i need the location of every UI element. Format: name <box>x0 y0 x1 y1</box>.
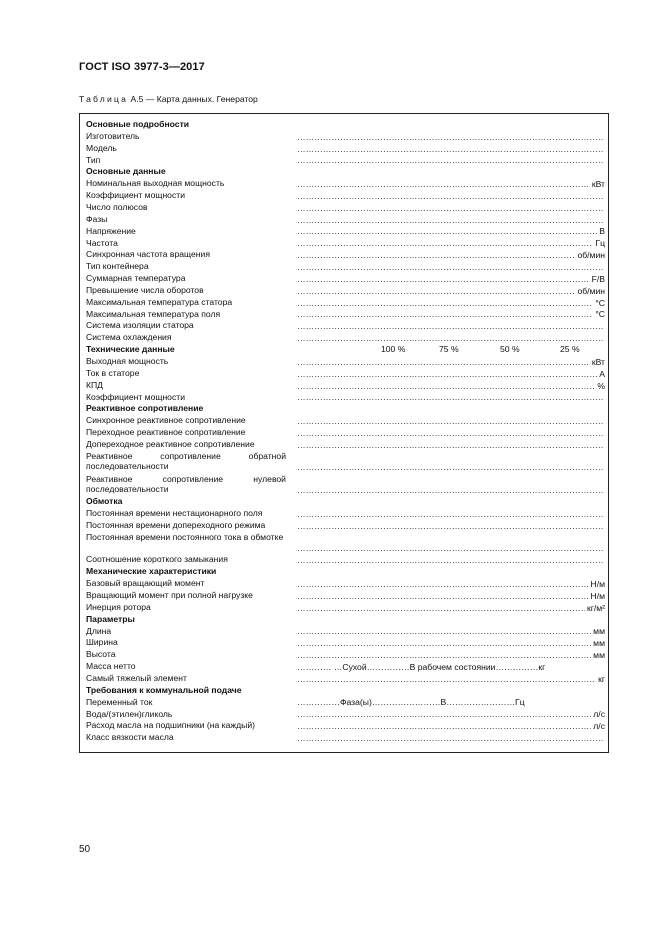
table-caption <box>79 94 258 104</box>
table-row <box>86 261 605 272</box>
unit-label: кг/м² <box>586 602 605 613</box>
table-row <box>86 439 605 450</box>
value-fill-line[interactable] <box>297 333 605 343</box>
value-fill-line[interactable] <box>297 132 605 142</box>
row-label: Номинальная выходная мощность <box>86 178 225 189</box>
table-row <box>86 427 605 438</box>
row-label: Ширина <box>86 637 118 648</box>
section-heading: Параметры <box>86 613 135 624</box>
unit-label: % <box>597 380 605 391</box>
section-heading-row <box>86 566 605 577</box>
unit-label: Гц <box>595 238 605 249</box>
row-label: Частота <box>86 237 118 248</box>
unit-label <box>604 262 605 272</box>
section-heading: Требования к коммунальной подаче <box>86 684 242 695</box>
value-fill-line[interactable] <box>297 274 605 284</box>
section-heading-row <box>86 496 605 507</box>
row-label: Реактивное сопротивление обратной последовательности <box>86 450 286 471</box>
unit-label <box>604 215 605 225</box>
unit-label: об/мин <box>577 250 605 261</box>
table-row <box>86 214 605 225</box>
table-row <box>86 249 605 260</box>
row-label: Инерция ротора <box>86 601 151 612</box>
unit-label: Н/м <box>590 590 605 601</box>
unit-label <box>604 416 605 426</box>
unit-label: мм <box>593 638 605 649</box>
row-label: Переменный ток <box>86 696 153 707</box>
unit-label: мм <box>593 650 605 661</box>
table-row <box>86 202 605 213</box>
row-label: Тип контейнера <box>86 261 149 272</box>
row-label: Расход масла на подшипники (на каждый) <box>86 720 256 731</box>
value-fill-line[interactable] <box>297 428 605 438</box>
row-label: Напряжение <box>86 225 136 236</box>
row-label: Модель <box>86 142 117 153</box>
value-fill-line[interactable] <box>297 286 605 296</box>
unit-label: В <box>599 226 605 237</box>
table-row <box>86 285 605 296</box>
section-heading: Обмотка <box>86 496 123 507</box>
unit-label <box>604 521 605 531</box>
value-fill-line[interactable] <box>297 721 605 731</box>
unit-label: F/B <box>591 273 605 284</box>
unit-label: Н/м <box>590 578 605 589</box>
unit-label <box>604 392 605 402</box>
table-row <box>86 320 605 331</box>
value-fill-line[interactable] <box>297 155 605 165</box>
table-row <box>86 673 605 684</box>
table-row <box>86 508 605 519</box>
row-label: Изготовитель <box>86 130 140 141</box>
table-row <box>86 554 605 565</box>
table-row <box>86 143 605 154</box>
unit-label <box>604 333 605 343</box>
row-label: Постоянная времени допереходного режима <box>86 519 266 530</box>
value-fill-line[interactable]: ………… …Сухой……………В рабочем состоянии……………кг <box>297 661 546 672</box>
value-fill-line[interactable] <box>297 262 605 272</box>
value-fill-line[interactable] <box>297 250 605 260</box>
table-row <box>86 578 605 589</box>
percent-load-header: 25 % <box>560 344 580 355</box>
table-row <box>86 178 605 189</box>
value-fill-line[interactable] <box>297 357 605 367</box>
unit-label: л/с <box>593 709 605 720</box>
row-label: Вращающий момент при полной нагрузке <box>86 590 253 600</box>
row-label: Синхронное реактивное сопротивление <box>86 415 246 426</box>
row-label: Максимальная температура поля <box>86 308 221 319</box>
value-fill-line[interactable] <box>297 733 605 743</box>
unit-label: мм <box>593 626 605 637</box>
row-label: Высота <box>86 649 116 660</box>
table-row <box>86 520 605 531</box>
row-label: Фазы <box>86 213 108 224</box>
table-row <box>86 297 605 308</box>
row-label: Превышение числа оборотов <box>86 284 204 295</box>
table-row <box>86 131 605 142</box>
row-label: КПД <box>86 379 104 390</box>
section-heading: Основные данные <box>86 166 166 177</box>
table-row <box>86 602 605 613</box>
unit-label <box>604 543 605 553</box>
value-fill-line[interactable] <box>297 603 605 613</box>
section-heading: Основные подробности <box>86 119 190 129</box>
table-row <box>86 720 605 731</box>
value-fill-line[interactable] <box>297 203 605 213</box>
percent-load-header: 50 % <box>500 344 520 355</box>
row-label: Суммарная температура <box>86 273 186 284</box>
row-label: Выходная мощность <box>86 356 169 366</box>
caption-text: А.5 — Карта данных. Генератор <box>130 94 258 104</box>
row-label: Самый тяжелый элемент <box>86 672 187 683</box>
value-fill-line[interactable] <box>297 521 605 531</box>
unit-label <box>604 509 605 519</box>
value-fill-line[interactable] <box>297 509 605 519</box>
value-fill-line[interactable] <box>297 381 605 391</box>
value-fill-line[interactable] <box>297 238 605 248</box>
unit-label: кВт <box>591 179 605 190</box>
table-row <box>86 590 605 601</box>
unit-label: кВт <box>591 356 605 367</box>
value-fill-line[interactable] <box>297 179 605 189</box>
table-row <box>86 309 605 320</box>
unit-label: л/с <box>593 721 605 732</box>
table-row <box>86 356 605 367</box>
row-label: Базовый вращающий момент <box>86 578 205 589</box>
value-fill-line[interactable] <box>297 591 605 601</box>
value-fill-line[interactable] <box>297 650 605 660</box>
row-label: Переходное реактивное сопротивление <box>86 427 246 438</box>
value-fill-line[interactable] <box>297 709 605 719</box>
table-row <box>86 415 605 426</box>
row-label: Коэффициент мощности <box>86 391 186 402</box>
row-label: Реактивное сопротивление нулевой последовательности <box>86 473 286 494</box>
unit-label <box>604 733 605 743</box>
section-heading-row <box>86 119 605 130</box>
value-fill-line[interactable] <box>297 626 605 636</box>
unit-label <box>604 203 605 213</box>
unit-label <box>604 440 605 450</box>
unit-label <box>604 144 605 154</box>
unit-label: °C <box>595 309 605 320</box>
table-row <box>86 661 605 672</box>
value-fill-line[interactable] <box>297 215 605 225</box>
unit-label <box>604 555 605 565</box>
value-fill-line[interactable] <box>297 638 605 648</box>
section-heading-row <box>86 403 605 414</box>
row-label: Максимальная температура статора <box>86 296 233 307</box>
table-row <box>86 649 605 660</box>
value-fill-line[interactable] <box>297 309 605 319</box>
row-label: Синхронная частота вращения <box>86 249 210 260</box>
value-fill-line[interactable] <box>297 416 605 426</box>
data-sheet-table <box>79 113 609 753</box>
value-fill-line[interactable] <box>297 555 605 565</box>
value-fill-line[interactable] <box>297 579 605 589</box>
value-fill-line[interactable] <box>297 321 605 331</box>
value-fill-line[interactable] <box>297 144 605 154</box>
section-heading-row <box>86 166 605 177</box>
percent-load-header: 75 % <box>439 344 459 355</box>
unit-label: кг <box>598 673 605 684</box>
row-label: Длина <box>86 625 112 636</box>
unit-label <box>604 321 605 331</box>
table-row <box>86 474 605 496</box>
table-row <box>86 155 605 166</box>
table-row <box>86 368 605 379</box>
page-number: 50 <box>79 844 91 855</box>
value-fill-line[interactable] <box>297 298 605 308</box>
section-heading-row <box>86 344 605 355</box>
row-label: Масса нетто <box>86 661 136 672</box>
row-label: Класс вязкости масла <box>86 732 174 743</box>
row-label: Вода/(этилен)гликоль <box>86 708 173 719</box>
table-row <box>86 380 605 391</box>
row-label: Тип <box>86 154 101 165</box>
unit-label: °C <box>595 297 605 308</box>
table-row <box>86 392 605 403</box>
table-row <box>86 732 605 743</box>
table-row <box>86 238 605 249</box>
table-row <box>86 190 605 201</box>
row-label: Постоянная времени постоянного тока в обмотке <box>86 531 284 542</box>
value-fill-line[interactable] <box>297 674 605 684</box>
section-heading: Механические характеристики <box>86 566 217 577</box>
section-heading-row <box>86 614 605 625</box>
value-fill-line[interactable] <box>297 369 605 379</box>
row-label: Коэффициент мощности <box>86 190 186 201</box>
value-fill-line[interactable] <box>297 543 605 553</box>
table-row <box>86 637 605 648</box>
value-fill-line[interactable] <box>297 485 605 495</box>
value-fill-line[interactable] <box>297 440 605 450</box>
value-fill-line[interactable]: ……………Фаза(ы)……………………В……………………Гц <box>297 697 525 708</box>
value-fill-line[interactable] <box>297 462 605 472</box>
unit-label <box>604 485 605 495</box>
section-heading: Технические данные <box>86 344 175 355</box>
table-row <box>86 332 605 343</box>
table-row <box>86 273 605 284</box>
value-fill-line[interactable] <box>297 392 605 402</box>
row-label: Система охлаждения <box>86 332 172 343</box>
section-heading-row <box>86 685 605 696</box>
percent-load-header: 100 % <box>381 344 406 355</box>
row-label: Число полюсов <box>86 201 148 212</box>
table-row <box>86 709 605 720</box>
unit-label <box>604 155 605 165</box>
unit-label <box>604 191 605 201</box>
document-header: ГОСТ ISO 3977-3—2017 <box>79 61 205 73</box>
table-row <box>86 532 605 554</box>
table-row <box>86 626 605 637</box>
unit-label <box>604 428 605 438</box>
section-heading: Реактивное сопротивление <box>86 403 204 414</box>
unit-label: об/мин <box>577 285 605 296</box>
row-label: Допереходное реактивное сопротивление <box>86 438 255 449</box>
value-fill-line[interactable] <box>297 226 605 236</box>
table-row <box>86 226 605 237</box>
caption-prefix: Таблица <box>79 94 129 104</box>
unit-label <box>604 462 605 472</box>
table-row <box>86 451 605 473</box>
row-label: Ток в статоре <box>86 367 140 378</box>
row-label: Постоянная времени нестационарного поля <box>86 508 263 519</box>
table-row <box>86 697 605 708</box>
row-label: Соотношение короткого замыкания <box>86 554 228 565</box>
value-fill-line[interactable] <box>297 191 605 201</box>
unit-label: А <box>599 368 605 379</box>
row-label: Система изоляции статора <box>86 320 194 331</box>
unit-label <box>604 132 605 142</box>
